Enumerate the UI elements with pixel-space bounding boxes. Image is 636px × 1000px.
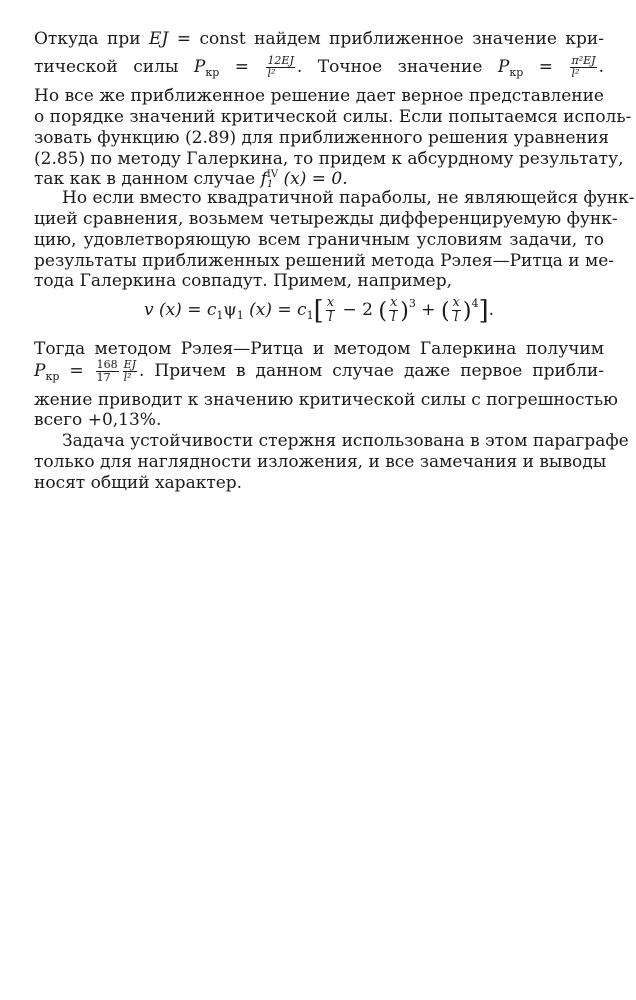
p1-line-2: тической силы $P_{кр}$ = $\frac{12EJ}{\text{l²}}$ . Точное значение $P_{кр}$ = $\frac{\text{π²EJ}}{\text{l²}}$ . xyxy=(34,54,604,80)
p3-line-1: Тогда методом Рэлея—Ритца и методом Галеркина получим xyxy=(34,339,604,359)
p4-line-3: носят общий характер. xyxy=(34,473,243,493)
p2-line-1: Но если вместо квадратичной параболы, не являющейся функ- xyxy=(62,188,635,208)
fraction-12EJ: $\frac{12EJ}{\text{l²}}$ xyxy=(267,54,294,80)
p2-line-4: результаты приближенных решений метода Рэлея—Ритца и ме- xyxy=(34,251,615,271)
p2-line-5: тода Галеркина совпадут. Примем, например, xyxy=(34,271,453,291)
p1-line-4: о порядке значений критической силы. Если попытаемся исполь- xyxy=(34,107,632,127)
p3-line-4: всего +0,13%. xyxy=(34,410,162,430)
p4-line-2: только для наглядности изложения, и все замечания и выводы xyxy=(34,452,607,472)
p2-line-2: цией сравнения, возьмем четырежды дифференцируемую функ- xyxy=(34,209,618,229)
formula-v-x: v $(x) = c_1\psi_1$ $(x) = c_1$[ $\frac{x}{l}$ − 2 ( $\frac{x}{l}$ )$^3$ + ( $\frac{x}{l}$ )$^4$]. xyxy=(143,295,495,326)
p1-line-1: Откуда при EJ = const найдем приближенное значение кри- xyxy=(34,29,604,49)
p3-line-3: жение приводит к значению критической силы с погрешностью xyxy=(34,390,618,410)
p2-line-3: цию, удовлетворяющую всем граничным условиям задачи, то xyxy=(34,230,604,250)
p1-line-7: так как в данном случае f IV 1 (x) = 0. xyxy=(34,168,348,190)
p3-line-2: $P_{кр}$ = $\frac{168}{17}$ $\frac{EJ}{\text{l²}}$ . Причем в данном случае даже первое прибли- xyxy=(34,358,604,384)
p1-line-6: (2.85) по методу Галеркина, то придем к абсурдному результату, xyxy=(34,149,624,169)
p4-line-1: Задача устойчивости стержня использована в этом параграфе xyxy=(62,431,629,451)
p1-line-3: Но все же приближенное решение дает верное представление xyxy=(34,86,604,106)
fraction-pi2EJ: $\frac{\text{π²EJ}}{\text{l²}}$ xyxy=(571,54,596,80)
p1-line-5: зовать функцию (2.89) для приближенного решения уравнения xyxy=(34,128,609,148)
